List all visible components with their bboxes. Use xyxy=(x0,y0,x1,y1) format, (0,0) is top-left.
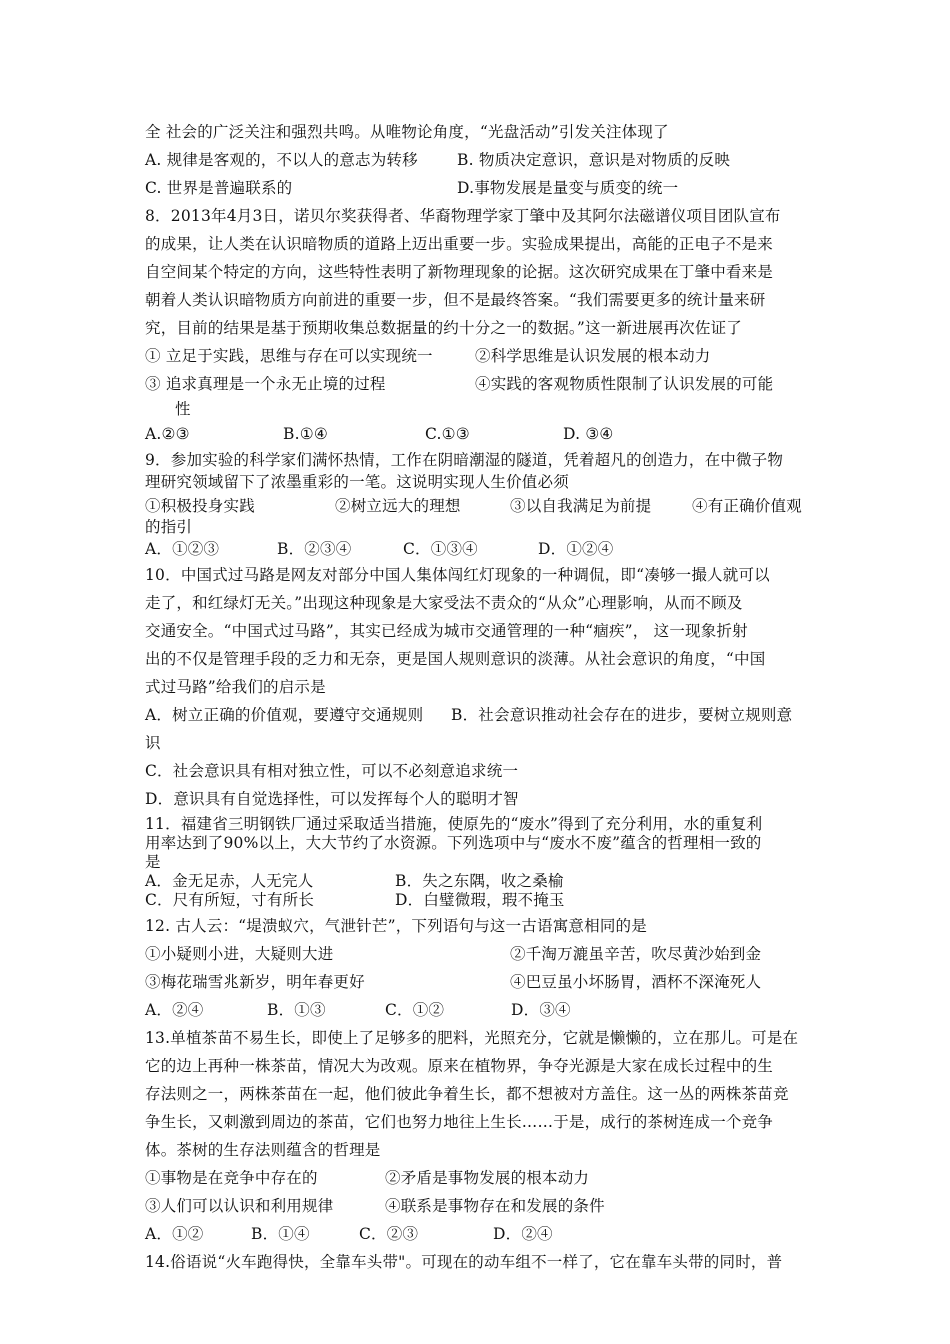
option-row xyxy=(145,968,825,996)
statement-4: ④巴豆虽小坏肠胃，酒杯不深淹死人 xyxy=(510,973,762,991)
answer-a: A．①② xyxy=(145,1225,204,1243)
question-10-text: 交通安全。“中国式过马路”，其实已经成为城市交通管理的一种“痼疾”， 这一现象折射 xyxy=(145,622,748,640)
question-13-text: 体。茶树的生存法则蕴含的哲理是 xyxy=(145,1141,381,1159)
option-b: B．失之东隅，收之桑榆 xyxy=(395,872,564,890)
option-d: D.事物发展是量变与质变的统一 xyxy=(457,179,679,197)
answer-row xyxy=(145,537,825,561)
answer-row xyxy=(145,1220,825,1248)
statement-3: ③ 追求真理是一个永无止境的过程 xyxy=(145,375,386,393)
answer-row xyxy=(145,872,825,891)
statement-continuation: 性 xyxy=(175,400,191,418)
option-d: D．意识具有自觉选择性，可以发挥每个人的聪明才智 xyxy=(145,790,519,808)
answer-row xyxy=(145,174,825,202)
statement-continuation: 的指引 xyxy=(145,518,193,536)
answer-b: B．②③④ xyxy=(277,540,352,558)
document-page xyxy=(145,118,825,1276)
question-13-text: 争生长，又刺激到周边的茶苗，它们也努力地往上生长……于是，成行的茶树连成一个竞争 xyxy=(145,1113,774,1131)
option-continuation: 识 xyxy=(145,734,161,752)
answer-c: C．②③ xyxy=(359,1225,419,1243)
answer-row xyxy=(145,891,825,910)
question-9-text: 9．参加实验的科学家们满怀热情，工作在阴暗潮湿的隧道，凭着超凡的创造力，在中微子物 xyxy=(145,451,784,469)
answer-c: C．①③④ xyxy=(403,540,478,558)
option-row xyxy=(145,1164,825,1192)
answer-b: B．①③ xyxy=(267,1001,326,1019)
answer-b: B.①④ xyxy=(283,425,328,443)
option-row xyxy=(145,494,825,518)
question-10-text: 出的不仅是管理手段的乏力和无奈，更是国人规则意识的淡薄。从社会意识的角度，“中国 xyxy=(145,650,766,668)
option-row xyxy=(145,370,825,398)
question-11-text: 用率达到了90%以上，大大节约了水资源。下列选项中与“废水不废”蕴含的哲理相一致的 xyxy=(145,834,762,852)
question-8-text: 自空间某个特定的方向，这些特性表明了新物理现象的论据。这次研究成果在丁肇中看来是 xyxy=(145,263,774,281)
option-a: A．树立正确的价值观，要遵守交通规则 xyxy=(145,706,424,724)
option-row xyxy=(145,1192,825,1220)
statement-3: ③人们可以认识和利用规律 xyxy=(145,1197,334,1215)
question-8-text: 的成果，让人类在认识暗物质的道路上迈出重要一步。实验成果提出，高能的正电子不是来 xyxy=(145,235,774,253)
option-c: C．尺有所短，寸有所长 xyxy=(145,891,315,909)
statement-4: ④联系是事物存在和发展的条件 xyxy=(385,1197,605,1215)
answer-a: A．②④ xyxy=(145,1001,204,1019)
question-11-text: 11．福建省三明钢铁厂通过采取适当措施，使原先的“废水”得到了充分利用，水的重复利 xyxy=(145,815,763,833)
statement-3: ③以自我满足为前提 xyxy=(510,497,652,515)
answer-row xyxy=(145,996,825,1024)
text-line: 全 社会的广泛关注和强烈共鸣。从唯物论角度，“光盘活动”引发关注体现了 xyxy=(145,123,669,141)
answer-d: D．②④ xyxy=(493,1225,553,1243)
statement-1: ①积极投身实践 xyxy=(145,497,255,515)
question-8-text: 8．2013年4月3日，诺贝尔奖获得者、华裔物理学家丁肇中及其阿尔法磁谱仪项目团队宣布 xyxy=(145,207,781,225)
option-b: B. 物质决定意识，意识是对物质的反映 xyxy=(457,151,731,169)
question-10-text: 10．中国式过马路是网友对部分中国人集体闯红灯现象的一种调侃，即“凑够一撮人就可以 xyxy=(145,566,770,584)
answer-c: C.①③ xyxy=(425,425,470,443)
question-13-text: 13.单植茶苗不易生长，即使上了足够多的肥料，光照充分，它就是懒懒的，立在那儿。可是在 xyxy=(145,1029,799,1047)
option-c: C. 世界是普遍联系的 xyxy=(145,179,293,197)
answer-a: A.②③ xyxy=(145,425,190,443)
question-8-text: 朝着人类认识暗物质方向前进的重要一步，但不是最终答案。“我们需要更多的统计量来研 xyxy=(145,291,766,309)
statement-4: ④有正确价值观 xyxy=(692,497,802,515)
answer-b: B．①④ xyxy=(251,1225,310,1243)
answer-c: C．①② xyxy=(385,1001,445,1019)
answer-d: D．③④ xyxy=(511,1001,571,1019)
option-row xyxy=(145,940,825,968)
question-10-text: 走了，和红绿灯无关。”出现这种现象是大家受法不责众的“从众”心理影响，从而不顾及 xyxy=(145,594,743,612)
statement-2: ②树立远大的理想 xyxy=(335,497,461,515)
answer-row xyxy=(145,701,825,729)
question-14-text: 14.俗语说“火车跑得快，全靠车头带"。可现在的动车组不一样了，它在靠车头带的同时，普 xyxy=(145,1253,783,1271)
question-8-text: 究，目前的结果是基于预期收集总数据量的约十分之一的数据。”这一新进展再次佐证了 xyxy=(145,319,742,337)
question-10-text: 式过马路”给我们的启示是 xyxy=(145,678,326,696)
option-row xyxy=(145,342,825,370)
question-12-text: 12. 古人云：“堤溃蚁穴，气泄针芒”，下列语句与这一古语寓意相同的是 xyxy=(145,917,647,935)
option-a: A. 规律是客观的，不以人的意志为转移 xyxy=(145,151,418,169)
statement-2: ②科学思维是认识发展的根本动力 xyxy=(475,347,711,365)
answer-d: D．①②④ xyxy=(538,540,614,558)
answer-row xyxy=(145,420,825,448)
question-13-text: 它的边上再种一株茶苗，情况大为改观。原来在植物界，争夺光源是大家在成长过程中的生 xyxy=(145,1057,774,1075)
option-b: B．社会意识推动社会存在的进步，要树立规则意 xyxy=(451,706,793,724)
option-d: D．白璧微瑕，瑕不掩玉 xyxy=(395,891,565,909)
option-a: A．金无足赤，人无完人 xyxy=(145,872,314,890)
question-13-text: 存法则之一，两株茶苗在一起，他们彼此争着生长，都不想被对方盖住。这一丛的两株茶苗竞 xyxy=(145,1085,789,1103)
statement-1: ①事物是在竞争中存在的 xyxy=(145,1169,318,1187)
statement-3: ③梅花瑞雪兆新岁，明年春更好 xyxy=(145,973,365,991)
question-11-text: 是 xyxy=(145,853,161,871)
answer-a: A．①②③ xyxy=(145,540,220,558)
statement-2: ②千淘万漉虽辛苦，吹尽黄沙始到金 xyxy=(510,945,762,963)
statement-1: ① 立足于实践，思维与存在可以实现统一 xyxy=(145,347,433,365)
answer-d: D. ③④ xyxy=(563,425,614,443)
statement-1: ①小疑则小进，大疑则大进 xyxy=(145,945,334,963)
option-c: C．社会意识具有相对独立性，可以不必刻意追求统一 xyxy=(145,762,519,780)
statement-4: ④实践的客观物质性限制了认识发展的可能 xyxy=(475,375,774,393)
statement-2: ②矛盾是事物发展的根本动力 xyxy=(385,1169,590,1187)
answer-row xyxy=(145,146,825,174)
question-9-text: 理研究领域留下了浓墨重彩的一笔。这说明实现人生价值必须 xyxy=(145,473,569,491)
